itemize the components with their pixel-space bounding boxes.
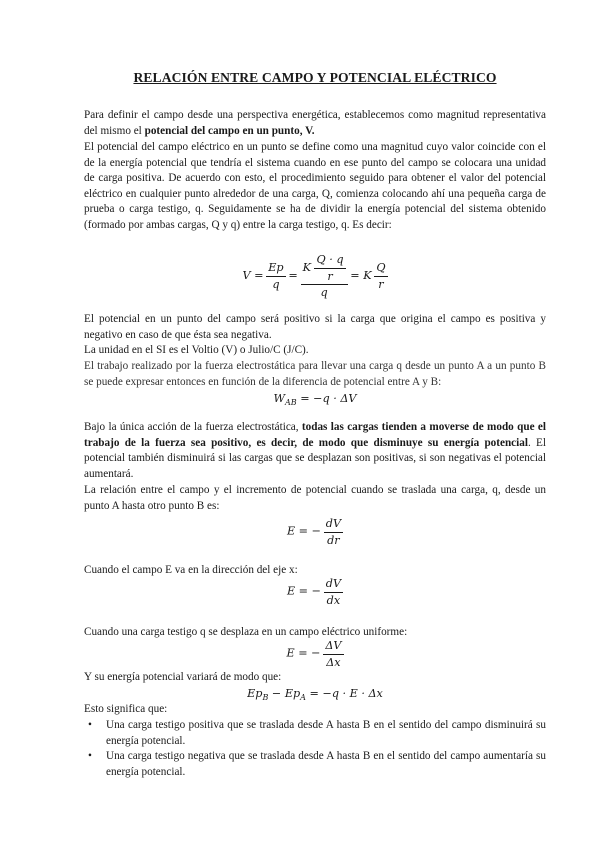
equation-energy: $Ep_B - Ep_A = -q \cdot E \cdot \Delta x$	[247, 687, 383, 703]
paragraph-energy: Y su energía potencial variará de modo que:	[84, 671, 282, 683]
eq1-lhs: V =	[242, 268, 264, 282]
eq1-fraction-1: $\frac{Ep}{q}$	[268, 261, 284, 291]
intro-text: Para definir el campo desde una perspectiva energética, establecemos como magnitud representativa del mismo el	[84, 109, 546, 137]
paragraph-uniform: Cuando una carga testigo q se desplaza en un campo eléctrico uniforme:	[84, 626, 408, 638]
paragraph-meaning: Esto significa que:	[84, 703, 168, 715]
eq1-fraction-3: $\frac{Q}{r}$	[376, 261, 386, 291]
paragraph-unit: La unidad en el SI es el Voltio (V) o Julio/C (J/C).	[84, 344, 309, 356]
equation-potential: V = $\frac{Ep}{q}$ = K $\frac{Q \cdot q}{r}$ q = K $\frac{Q}{r}$	[242, 253, 386, 300]
page-title: RELACIÓN ENTRE CAMPO Y POTENCIAL ELÉCTRICO	[133, 70, 497, 85]
list-item: • Una carga testigo negativa que se traslada desde A hasta B en el sentido del campo aumentaría su energía potencial.	[84, 749, 546, 780]
paragraph-definition: El potencial del campo eléctrico en un punto se define como una magnitud cuyo valor coincide con el de la energía potencial que tendría el sistema cuando en ese punto del campo se colocara una unidad de carga positiva. De acuerdo con esto, el procedimiento seguido para obtener el valor del potencial eléctrico en cualquier punto alrededor de una carga, Q, comienza colocando ahí una pequeña carga de prueba o carga testigo, q. Seguidamente se ha de dividir la energía potencial del sistema obtenido (formado por ambas cargas, Q y q) entre la carga testigo, q. Es decir:	[84, 141, 546, 231]
paragraph-sign: El potencial en un punto del campo será positivo si la carga que origina el campo es positiva y negativo en caso de que ésta sea negativa.	[84, 313, 546, 341]
eq1-k: = K	[350, 268, 372, 282]
bullet-list	[84, 718, 546, 780]
intro-bold: potencial del campo en un punto	[144, 124, 300, 137]
paragraph-electrostatic: Bajo la única acción de la fuerza electrostática, todas las cargas tienden a moverse de modo que el trabajo de la fuerza sea positivo, es decir, de modo que disminuye su energía potencial. El potencial también disminuirá si las cargas que se desplazan son positivas, si son negativas el potencial aumentará.	[84, 421, 546, 480]
paragraph-relation: La relación entre el campo y el incremento de potencial cuando se traslada una carga, q, desde un punto A hasta otro punto B es:	[84, 484, 546, 512]
paragraph-intro	[84, 108, 546, 139]
equation-work: $W_{AB} = -q \cdot \Delta V$	[273, 392, 357, 408]
eq1-inner-fraction: $\frac{Q \cdot q}{r}$	[316, 253, 344, 283]
list-item: • Una carga testigo positiva que se traslada desde A hasta B en el sentido del campo disminuirá su energía potencial.	[84, 718, 546, 749]
paragraph-x-axis: Cuando el campo E va en la dirección del eje x:	[84, 564, 298, 576]
equation-uniform: E = − $\frac{\Delta V}{\Delta x}$	[286, 639, 342, 669]
equation-x: E = − $\frac{dV}{dx}$	[286, 577, 342, 607]
bold-statement: todas las cargas tienden a moverse de modo que el trabajo de la fuerza sea positivo, es decir, de modo que disminuye su energía potencial	[84, 421, 546, 449]
paragraph-work: El trabajo realizado por la fuerza electrostática para llevar una carga q desde un punto A a un punto B se puede expresar entonces en función de la diferencia de potencial entre A y B:	[84, 360, 546, 388]
eq1-fraction-2: K $\frac{Q \cdot q}{r}$ q	[301, 252, 348, 301]
intro-end: , V.	[299, 124, 315, 137]
equation-gradient: E = − $\frac{dV}{dr}$	[286, 517, 342, 547]
